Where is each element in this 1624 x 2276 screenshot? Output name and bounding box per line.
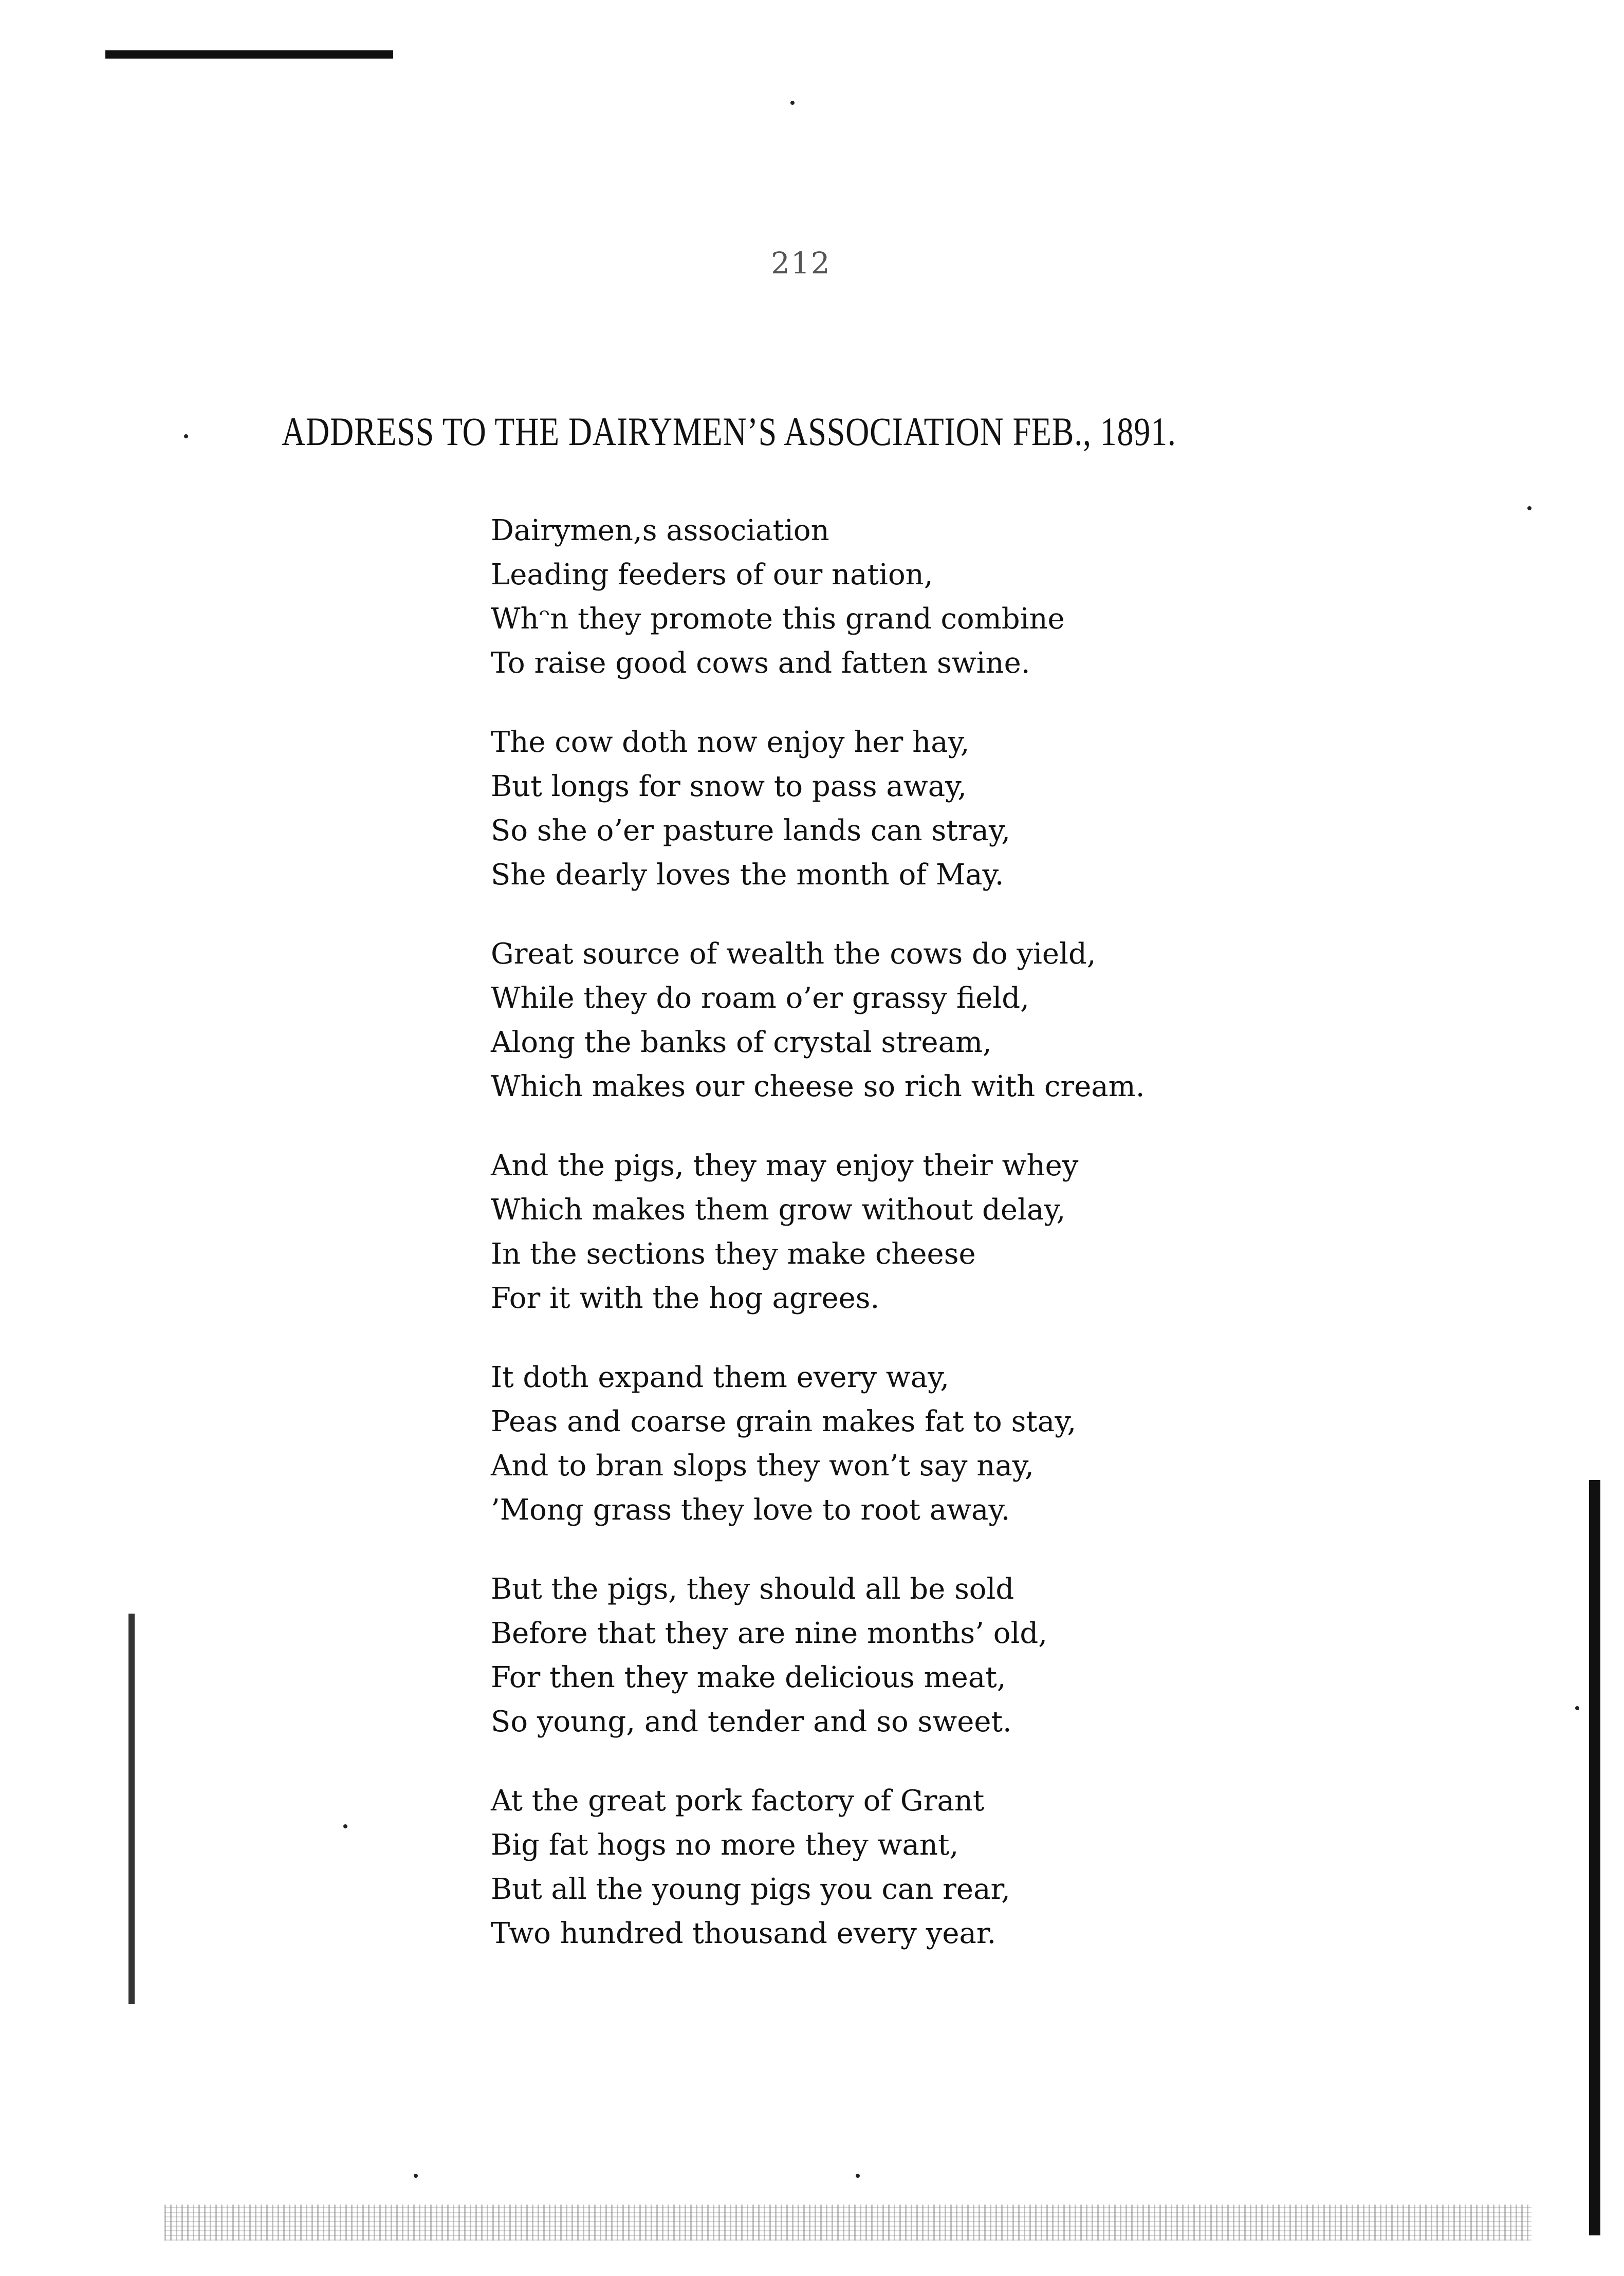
speck bbox=[1575, 1706, 1579, 1710]
poem-line: Which makes our cheese so rich with cream. bbox=[491, 1070, 1145, 1103]
poem-line: Along the banks of crystal stream, bbox=[491, 1026, 992, 1059]
poem-line: She dearly loves the month of May. bbox=[491, 858, 1004, 892]
poem-line: And the pigs, they may enjoy their whey bbox=[491, 1149, 1079, 1182]
poem-line: But all the young pigs you can rear, bbox=[491, 1873, 1010, 1906]
poem-line: ’Mong grass they love to root away. bbox=[491, 1493, 1010, 1527]
stanza bbox=[491, 720, 1210, 897]
stanza bbox=[491, 509, 1210, 686]
poem-line: For it with the hog agrees. bbox=[491, 1282, 880, 1315]
stanza bbox=[491, 1779, 1210, 1956]
poem-line: Dairymen,s association bbox=[491, 514, 829, 547]
poem-line: The cow doth now enjoy her hay, bbox=[491, 726, 970, 759]
scan-mark-top-left bbox=[105, 50, 393, 59]
poem-line: Before that they are nine months’ old, bbox=[491, 1617, 1048, 1650]
poem-line: So she o’er pasture lands can stray, bbox=[491, 814, 1010, 847]
poem-line: In the sections they make cheese bbox=[491, 1237, 976, 1271]
speck bbox=[790, 101, 795, 105]
scan-mark-left-edge bbox=[128, 1614, 135, 2004]
poem-line: Peas and coarse grain makes fat to stay, bbox=[491, 1405, 1077, 1438]
speck bbox=[184, 434, 188, 438]
stanza bbox=[491, 1144, 1210, 1321]
poem-line: Two hundred thousand every year. bbox=[491, 1917, 996, 1950]
speck bbox=[414, 2174, 418, 2178]
poem-line: Which makes them grow without delay, bbox=[491, 1193, 1066, 1227]
scan-noise-bottom bbox=[164, 2205, 1531, 2241]
poem-line: But the pigs, they should all be sold bbox=[491, 1572, 1014, 1606]
poem-line: To raise good cows and fatten swine. bbox=[491, 646, 1030, 680]
poem-line: Whᵔn they promote this grand combine bbox=[491, 602, 1065, 636]
poem-line: While they do roam o’er grassy field, bbox=[491, 982, 1029, 1015]
poem-line: Great source of wealth the cows do yield, bbox=[491, 937, 1096, 971]
poem-line: And to bran slops they won’t say nay, bbox=[491, 1449, 1034, 1483]
speck bbox=[1527, 506, 1531, 510]
poem-line: Leading feeders of our nation, bbox=[491, 558, 933, 591]
poem-line: Big fat hogs no more they want, bbox=[491, 1828, 959, 1862]
poem-line: It doth expand them every way, bbox=[491, 1361, 950, 1394]
speck bbox=[856, 2174, 860, 2178]
page-number: 212 bbox=[771, 246, 831, 281]
scan-mark-right-edge bbox=[1589, 1480, 1600, 2235]
poem-title: ADDRESS TO THE DAIRYMEN’S ASSOCIATION FEB., 1891. bbox=[282, 409, 1176, 454]
poem-body bbox=[491, 509, 1210, 1991]
stanza bbox=[491, 1567, 1210, 1744]
stanza bbox=[491, 1356, 1210, 1532]
poem-line: So young, and tender and so sweet. bbox=[491, 1705, 1012, 1738]
stanza bbox=[491, 932, 1210, 1109]
poem-line: But longs for snow to pass away, bbox=[491, 770, 967, 803]
poem-line: At the great pork factory of Grant bbox=[491, 1784, 985, 1818]
poem-line: For then they make delicious meat, bbox=[491, 1661, 1006, 1694]
speck bbox=[343, 1824, 347, 1828]
